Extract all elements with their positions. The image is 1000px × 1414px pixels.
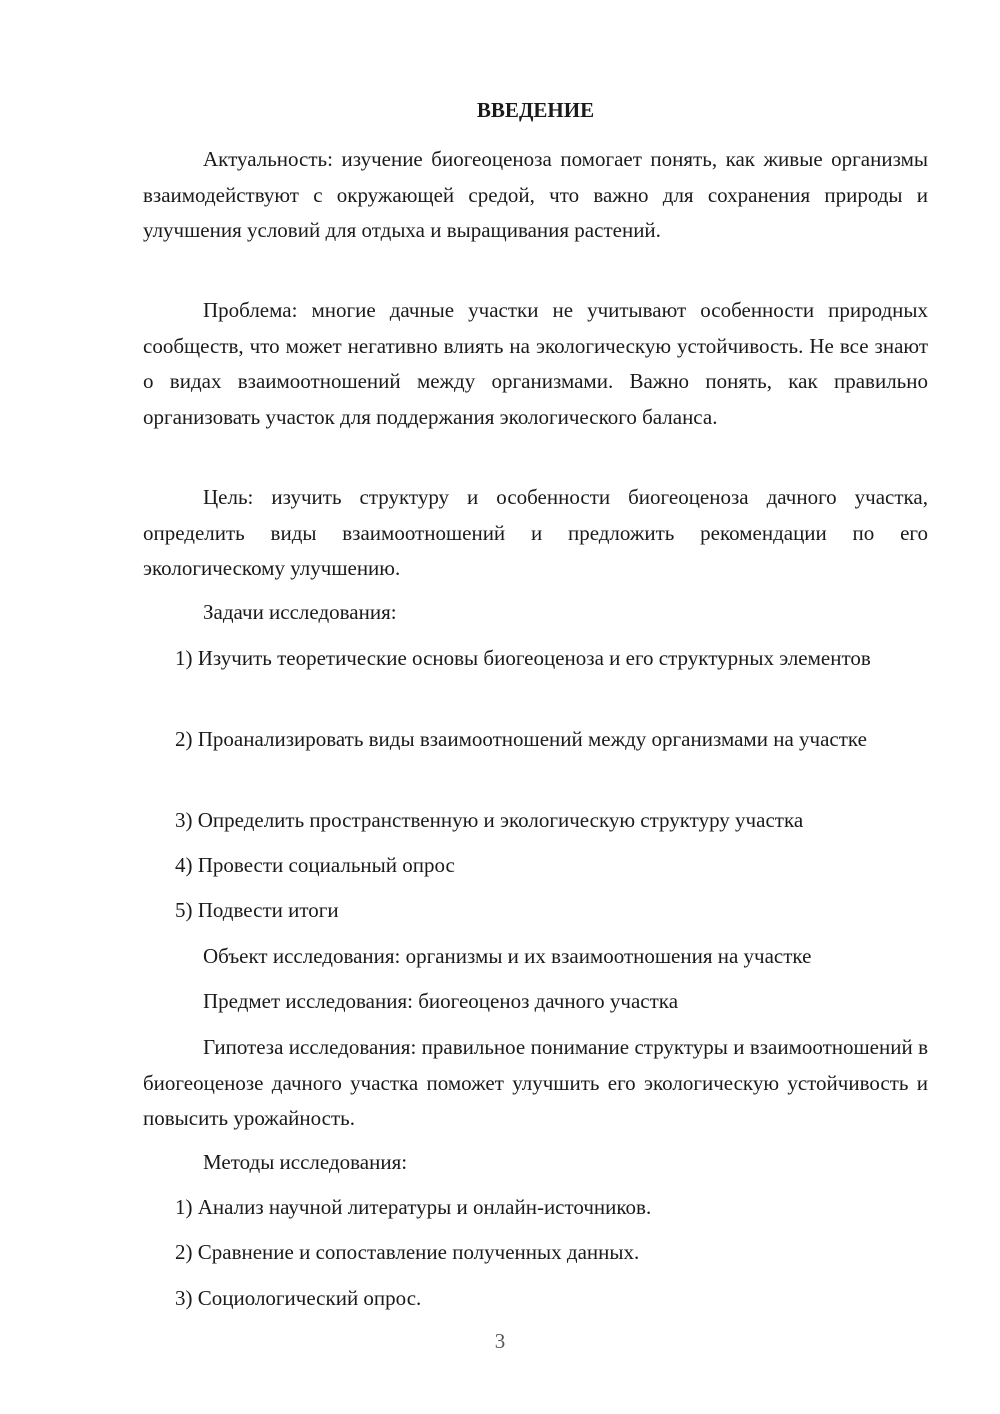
task-item-5 (143, 893, 928, 929)
list-item: 1) Анализ научной литературы и онлайн-источников. (175, 1195, 652, 1219)
object-line (143, 939, 928, 975)
list-item: 1) Изучить теоретические основы биогеоценоза и его структурных элементов (175, 646, 871, 670)
task-item-3 (143, 803, 928, 839)
task-item-1 (143, 641, 928, 677)
method-item-2 (143, 1235, 928, 1271)
method-item-3 (143, 1281, 928, 1317)
hypothesis-text: Гипотеза исследования: правильное понимание структуры и взаимоотношений в биогеоценозе дачного участка поможет улучшить его экологическую устойчивость и повысить урожайность. (143, 1035, 928, 1130)
task-item-2 (143, 722, 928, 758)
method-item-1 (143, 1190, 928, 1226)
relevance-text: Актуальность: изучение биогеоценоза помогает понять, как живые организмы взаимодействуют с окружающей средой, что важно для сохранения природы и улучшения условий для отдыха и выращивания растений. (143, 147, 928, 242)
object-text: Объект исследования: организмы и их взаимоотношения на участке (203, 944, 812, 968)
tasks-title: Задачи исследования: (203, 600, 397, 624)
list-item: 3) Определить пространственную и экологическую структуру участка (175, 808, 804, 832)
subject-text: Предмет исследования: биогеоценоз дачного участка (203, 989, 679, 1013)
problem-text: Проблема: многие дачные участки не учитывают особенности природных сообществ, что может негативно влиять на экологическую устойчивость. Не все знают о видах взаимоотношений между организмами. Важно понять, как правильно организовать участок для поддержания экологического баланса. (143, 298, 928, 429)
goal-paragraph (143, 480, 928, 587)
section-heading: ВВЕДЕНИЕ (476, 98, 595, 122)
subject-line (143, 984, 928, 1020)
goal-text: Цель: изучить структуру и особенности биогеоценоза дачного участка, определить виды взаимоотношений и предложить рекомендации по его экологическому улучшению. (143, 485, 928, 580)
list-item: 2) Сравнение и сопоставление полученных данных. (175, 1240, 640, 1264)
task-item-4 (143, 848, 928, 884)
page-number: 3 (494, 1329, 506, 1353)
list-item: 2) Проанализировать виды взаимоотношений между организмами на участке (175, 727, 867, 751)
tasks-title-line (143, 595, 928, 631)
relevance-paragraph (143, 142, 928, 249)
methods-title: Методы исследования: (203, 1150, 408, 1174)
list-item: 5) Подвести итоги (175, 898, 339, 922)
hypothesis-paragraph (143, 1030, 928, 1137)
list-item: 4) Провести социальный опрос (175, 853, 455, 877)
problem-paragraph (143, 293, 928, 435)
list-item: 3) Социологический опрос. (175, 1286, 422, 1310)
methods-title-line (143, 1145, 928, 1181)
